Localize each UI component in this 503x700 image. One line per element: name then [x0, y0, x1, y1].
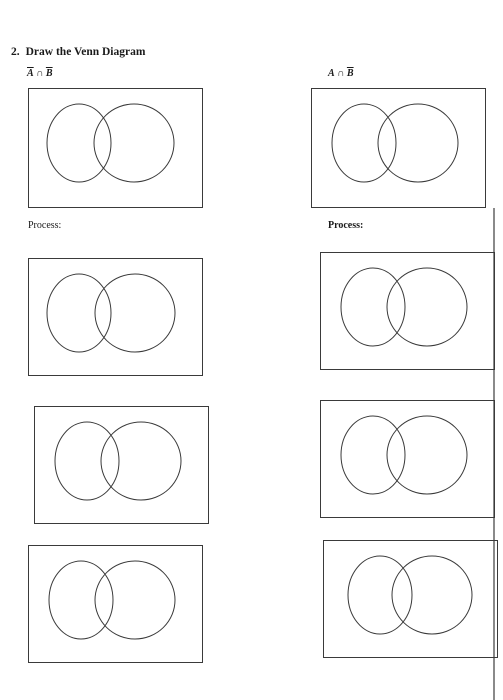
- question-heading: [11, 46, 145, 58]
- venn-circle-a: [47, 104, 111, 182]
- venn-box-left-2: [28, 258, 203, 376]
- venn-circle-b: [94, 104, 174, 182]
- right-set-label: [328, 68, 354, 79]
- venn-circle-b: [387, 416, 467, 494]
- venn-circle-b: [378, 104, 458, 182]
- venn-diagram: [321, 253, 496, 371]
- venn-box-right-3: [320, 400, 495, 518]
- left-set-b: $\overline{B}$: [45, 68, 53, 79]
- venn-diagram: [29, 89, 204, 209]
- venn-circle-a: [341, 416, 405, 494]
- process-label-left: Process:: [28, 220, 62, 231]
- venn-circle-a: [341, 268, 405, 346]
- venn-diagram: [324, 541, 499, 659]
- venn-box-left-3: [34, 406, 209, 524]
- venn-box-right-4: [323, 540, 498, 658]
- venn-diagram: [29, 546, 204, 664]
- venn-diagram: [29, 259, 204, 377]
- question-number: 2.: [11, 46, 20, 58]
- question-title: Draw the Venn Diagram: [25, 46, 146, 58]
- left-set-label: [27, 68, 53, 79]
- venn-circle-b: [95, 274, 175, 352]
- left-set-a: $\overline{A}$: [27, 68, 34, 79]
- venn-circle-a: [49, 561, 113, 639]
- venn-circle-a: [332, 104, 396, 182]
- venn-box-right-1: [311, 88, 486, 208]
- venn-circle-b: [387, 268, 467, 346]
- venn-box-right-2: [320, 252, 495, 370]
- venn-box-left-1: [28, 88, 203, 208]
- venn-diagram: [35, 407, 210, 525]
- venn-box-left-4: [28, 545, 203, 663]
- right-set-a: A: [328, 68, 335, 79]
- venn-circle-b: [392, 556, 472, 634]
- left-set-cap: ∩: [33, 68, 46, 79]
- venn-diagram: [321, 401, 496, 519]
- venn-circle-a: [55, 422, 119, 500]
- venn-circle-b: [101, 422, 181, 500]
- right-set-b: $\overline{B}$: [346, 68, 354, 79]
- venn-diagram: [312, 89, 487, 209]
- venn-circle-b: [95, 561, 175, 639]
- process-label-right: Process:: [328, 220, 364, 231]
- venn-circle-a: [348, 556, 412, 634]
- venn-circle-a: [47, 274, 111, 352]
- right-set-cap: ∩: [334, 68, 347, 79]
